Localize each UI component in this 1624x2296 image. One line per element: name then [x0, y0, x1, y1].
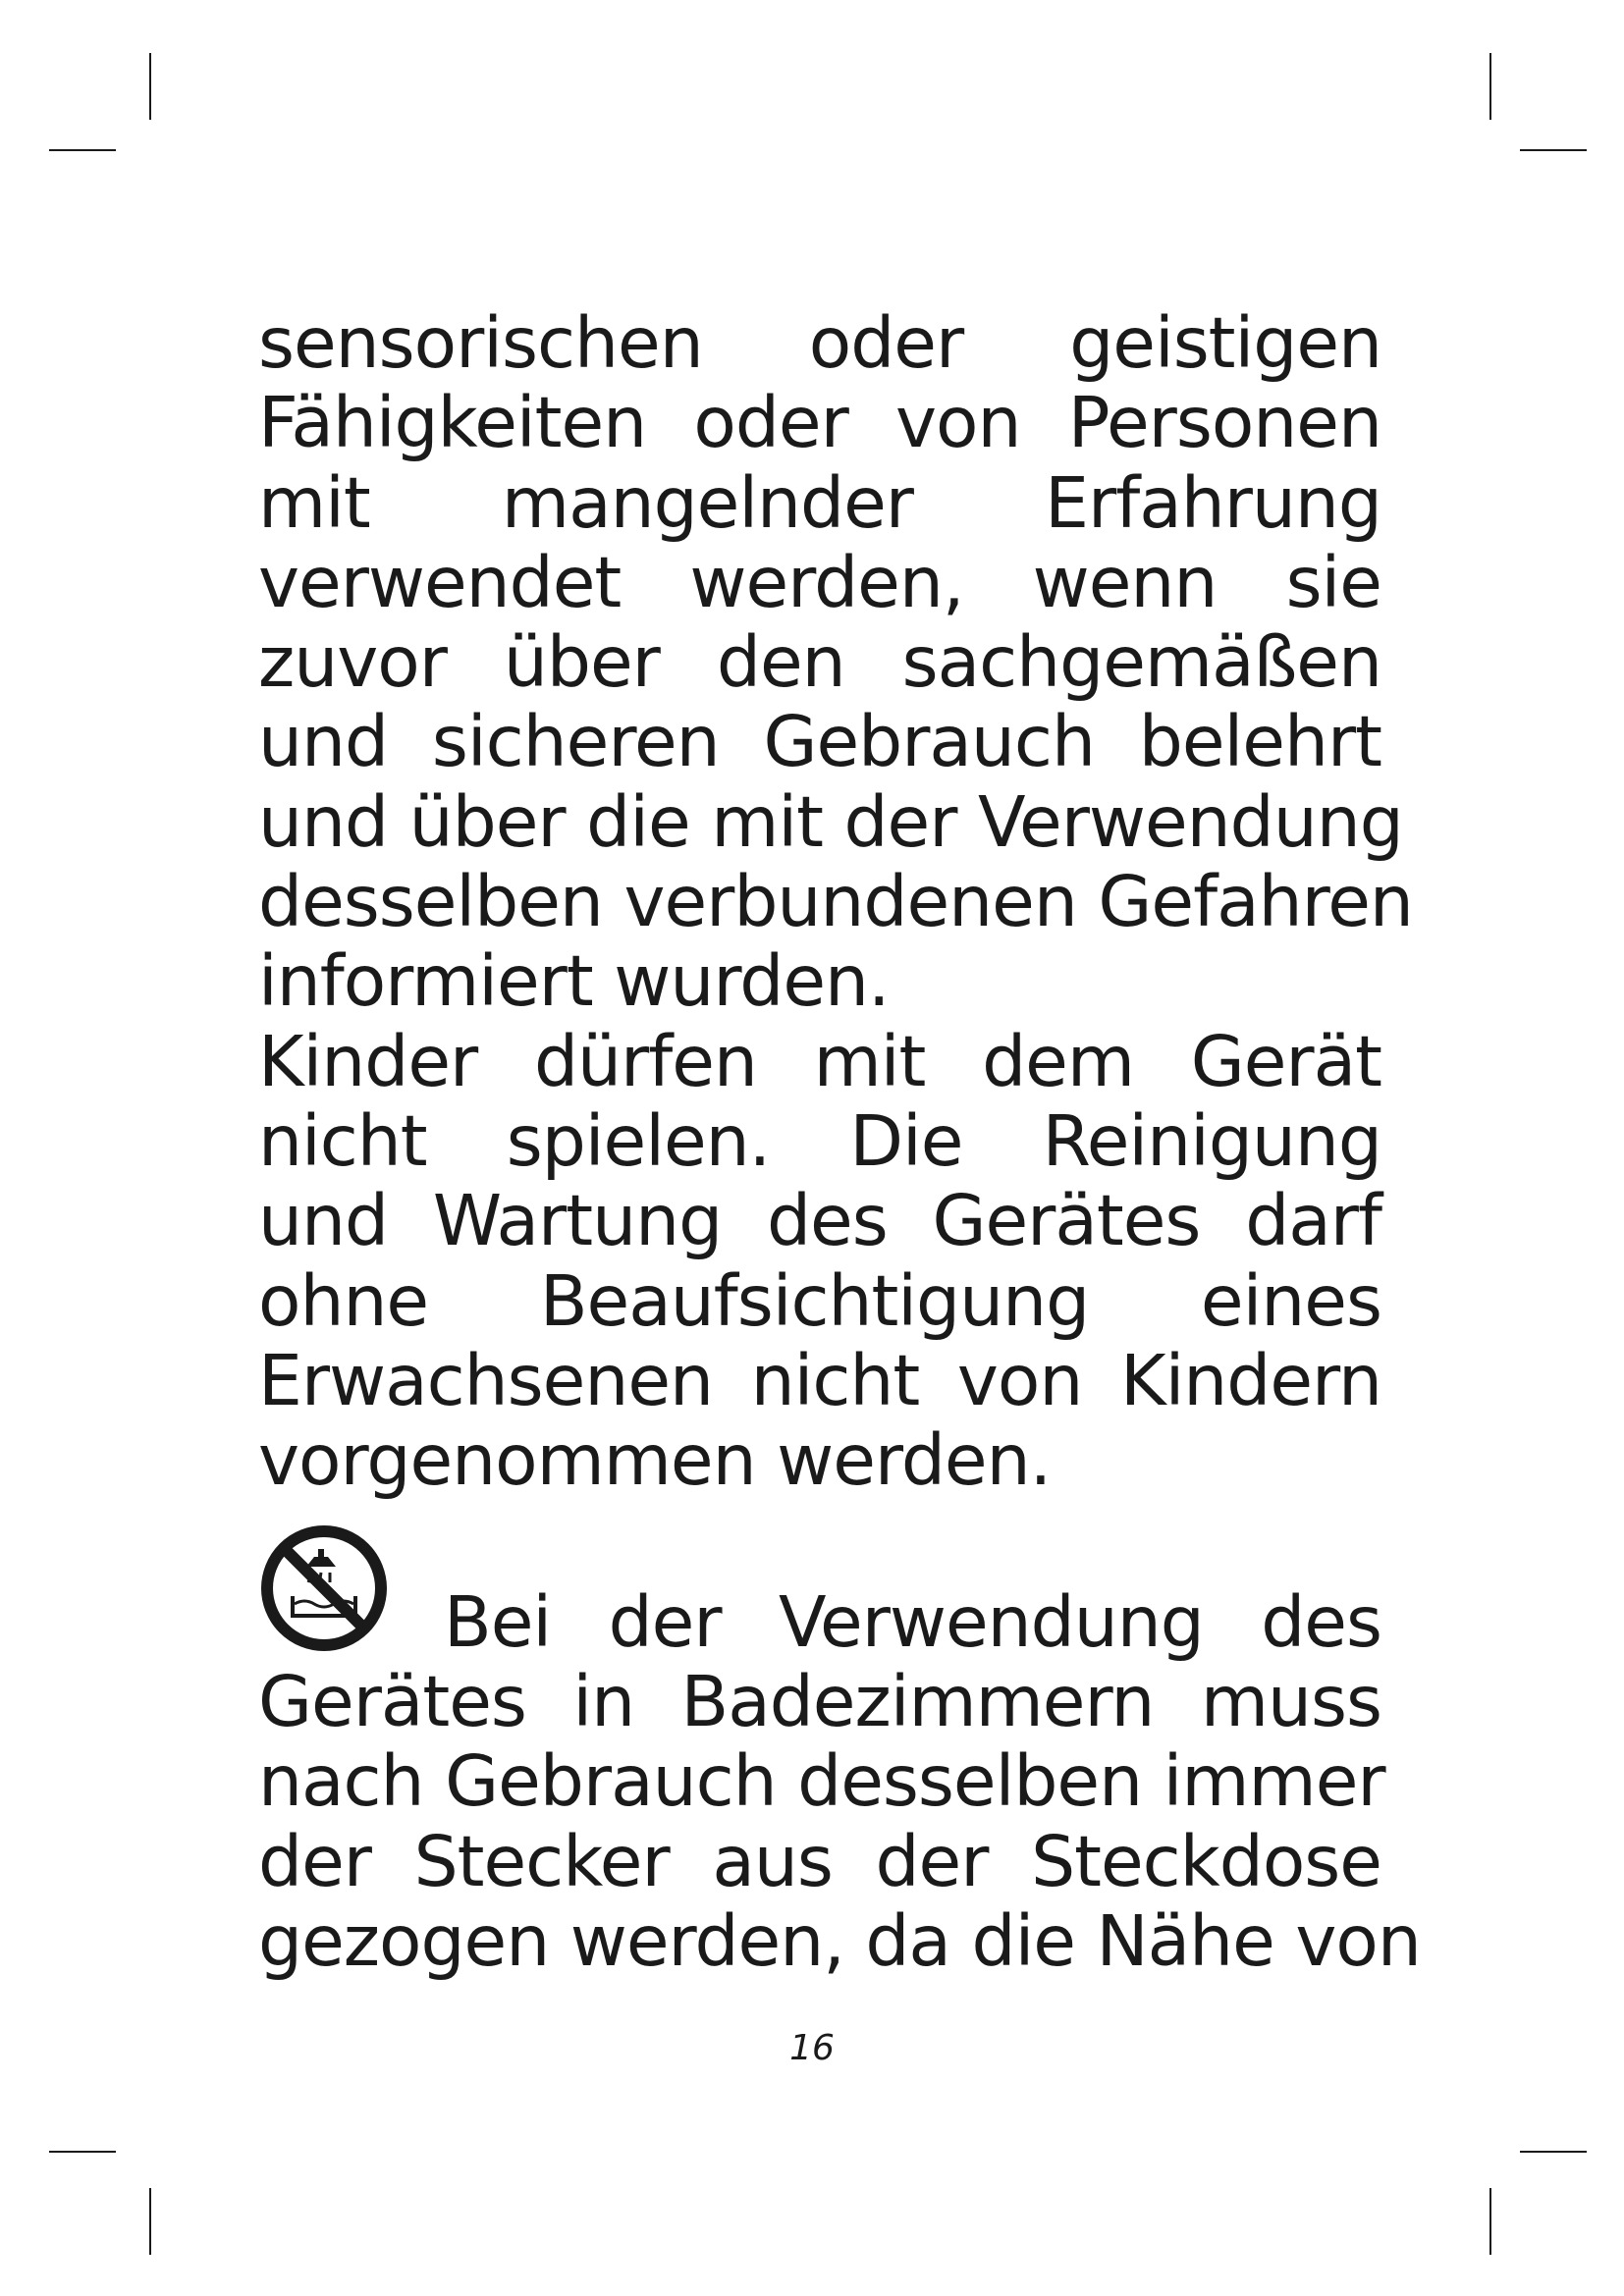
text-line — [258, 1261, 1381, 1341]
paragraph-supervision — [258, 302, 1413, 1023]
paragraph-bathroom — [258, 1661, 1421, 1982]
paragraph-bathroom-first-line — [444, 1582, 1381, 1662]
word: belehrt — [1138, 701, 1381, 783]
word: Kindern — [1120, 1339, 1381, 1421]
text-line — [258, 780, 1403, 863]
word: und über die mit der Verwendung — [258, 780, 1403, 863]
word: muss — [1200, 1661, 1381, 1742]
text-line — [258, 1181, 1381, 1260]
word: Badezimmern — [680, 1661, 1155, 1742]
word: eines — [1200, 1259, 1381, 1342]
crop-mark-top-right-vertical — [1489, 53, 1491, 120]
word: darf — [1245, 1180, 1381, 1262]
crop-mark-bottom-left-vertical — [149, 2188, 151, 2255]
word: Gerätes — [932, 1180, 1201, 1262]
word: Gerät — [1190, 1020, 1381, 1102]
page-number: 16 — [789, 2028, 835, 2068]
word: mit — [813, 1020, 926, 1102]
word: über — [503, 621, 660, 704]
text-line — [258, 1662, 1381, 1741]
text-line — [258, 383, 1381, 462]
word: der — [258, 1820, 371, 1902]
text-line — [258, 1420, 1381, 1500]
word: der — [875, 1820, 989, 1902]
word: nicht — [750, 1339, 920, 1421]
no-water-bath-icon — [257, 1522, 391, 1655]
word: dem — [982, 1020, 1134, 1102]
word: desselben verbundenen Gefahren — [258, 861, 1413, 943]
paragraph-children — [258, 1022, 1381, 1501]
word: der — [608, 1581, 722, 1663]
text-line — [258, 1101, 1381, 1181]
text-line — [258, 1022, 1381, 1101]
word: Bei — [444, 1581, 552, 1663]
word: mangelnder — [501, 461, 913, 544]
word: von — [895, 382, 1021, 464]
text-line — [258, 702, 1381, 781]
word: sachgemäßen — [901, 621, 1381, 704]
word: Die — [849, 1099, 963, 1182]
word: verwendet — [258, 541, 622, 623]
word: Beaufsichtigung — [539, 1259, 1090, 1342]
word: Erwachsenen — [258, 1339, 714, 1421]
word: vorgenommen werden. — [258, 1419, 1052, 1502]
word: gezogen werden, da die Nähe von — [258, 1899, 1421, 1982]
text-line — [258, 543, 1381, 622]
word: des — [766, 1180, 888, 1262]
word: nicht — [258, 1099, 427, 1182]
word: geistigen — [1069, 302, 1381, 384]
word: Steckdose — [1031, 1820, 1381, 1902]
word: den — [716, 621, 845, 704]
text-line — [258, 941, 1381, 1021]
text-line — [258, 303, 1381, 383]
word: spielen. — [506, 1099, 771, 1182]
word: informiert wurden. — [258, 940, 890, 1023]
crop-mark-top-left-horizontal — [49, 149, 116, 151]
body-text — [258, 302, 1413, 1502]
word: Wartung — [432, 1180, 723, 1262]
crop-mark-top-left-vertical — [149, 53, 151, 120]
crop-mark-bottom-right-vertical — [1489, 2188, 1491, 2255]
crop-mark-top-right-horizontal — [1520, 149, 1587, 151]
word: ohne — [258, 1259, 429, 1342]
word: sie — [1285, 541, 1381, 623]
text-line — [258, 1822, 1381, 1901]
word: sensorischen — [258, 302, 703, 384]
word: Reinigung — [1042, 1099, 1381, 1182]
word: dürfen — [533, 1020, 757, 1102]
word: in — [572, 1661, 635, 1742]
word: des — [1261, 1581, 1381, 1663]
word: Verwendung — [778, 1581, 1204, 1663]
word: aus — [712, 1820, 833, 1902]
text-line — [258, 622, 1381, 702]
text-line — [258, 861, 1413, 943]
text-line — [258, 463, 1381, 543]
word: Gebrauch — [763, 701, 1095, 783]
word: nach Gebrauch desselben immer — [258, 1740, 1385, 1823]
word: werden, — [689, 541, 964, 623]
word: wenn — [1032, 541, 1218, 623]
word: oder — [808, 302, 964, 384]
word: Erfahrung — [1045, 461, 1381, 544]
word: Gerätes — [258, 1661, 526, 1742]
word: und — [258, 701, 389, 783]
word: Stecker — [413, 1820, 670, 1902]
text-line — [258, 1341, 1381, 1420]
text-line — [258, 1899, 1421, 1982]
crop-mark-bottom-left-horizontal — [49, 2151, 116, 2153]
word: Kinder — [258, 1020, 478, 1102]
word: sicheren — [431, 701, 720, 783]
word: zuvor — [258, 621, 447, 704]
word: Personen — [1067, 382, 1381, 464]
text-line — [258, 1740, 1385, 1823]
word: oder — [693, 382, 848, 464]
word: Fähigkeiten — [258, 382, 647, 464]
word: und — [258, 1180, 389, 1262]
word: mit — [258, 461, 370, 544]
word: von — [956, 1339, 1083, 1421]
crop-mark-bottom-right-horizontal — [1520, 2151, 1587, 2153]
